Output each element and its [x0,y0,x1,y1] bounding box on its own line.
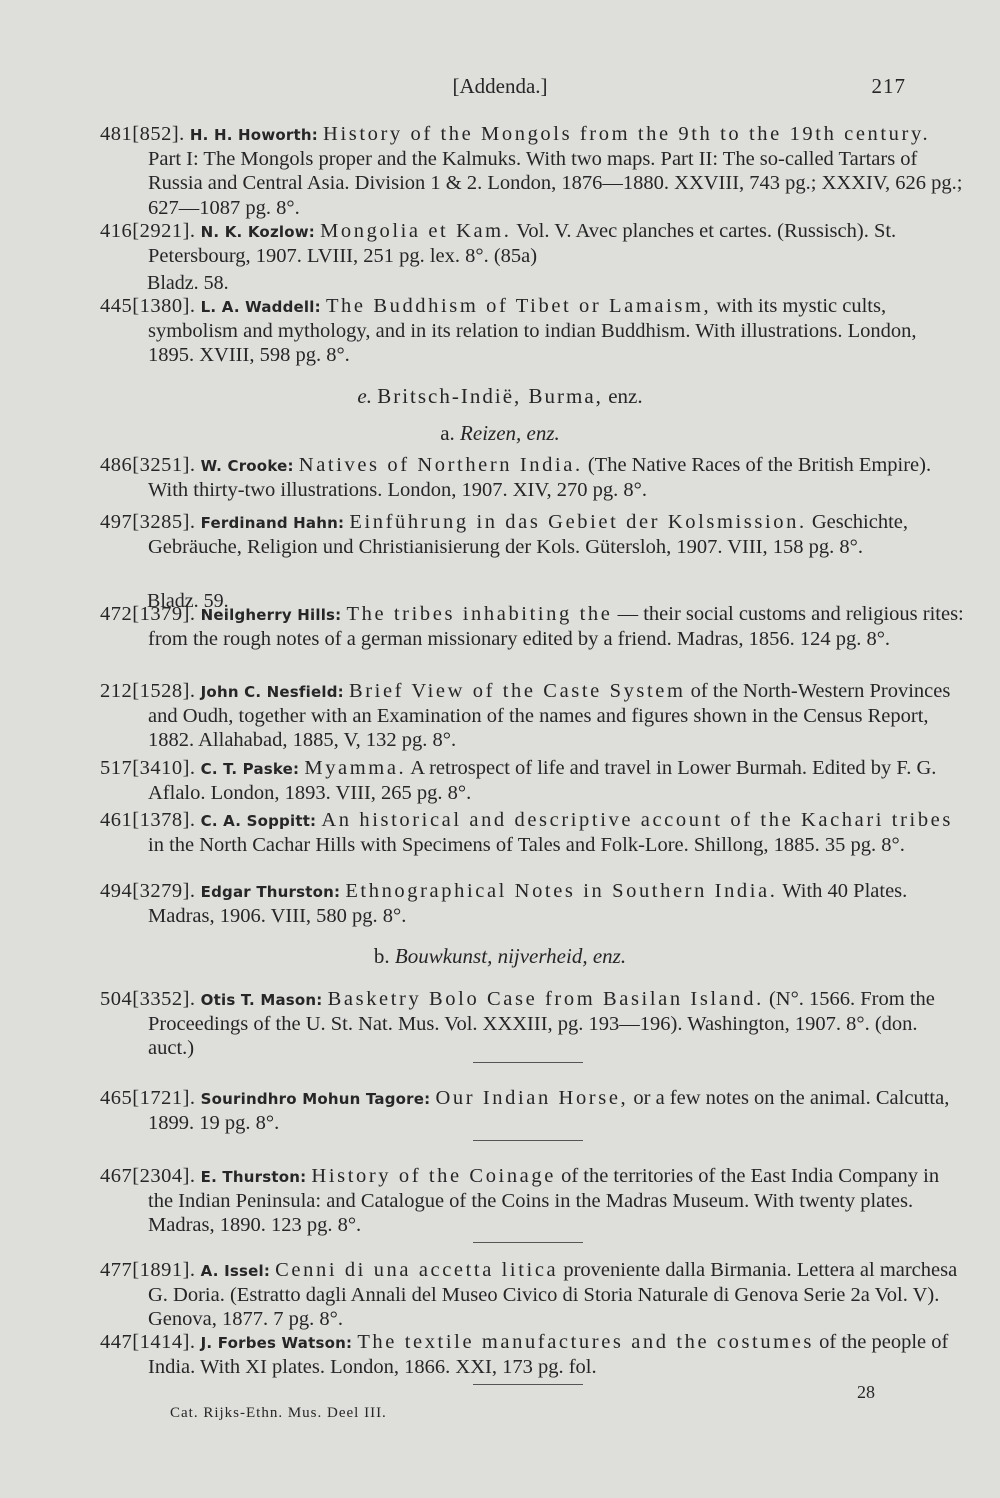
page-header [0,74,1000,104]
section-label: e. [357,384,372,408]
page-reference: Bladz. 59. [147,590,229,612]
entry-author: Edgar Thurston: [200,883,341,901]
entry-details: Geschichte, Gebräuche, Religion und Christianisierung der Kols. Gütersloh, 1907. VIII, 158 pg. 8°. [148,511,909,559]
entry-details: with its mystic cults, symbolism and mythology, and in its relation to indian Buddhism. With illustrations. London, 1895. XVIII, 598 pg. 8°. [148,295,917,367]
entry-number: 445[1380]. [100,295,196,317]
catalog-entry [100,1330,966,1379]
entry-details: or a few notes on the animal. Calcutta, 1899. 19 pg. 8°. [148,1087,950,1135]
entry-number: 486[3251]. [100,454,196,476]
entry-title: Ethnographical Notes in Southern India. [345,880,778,902]
entry-title: An historical and descriptive account of the Kachari tribes [321,809,953,831]
catalog-entry [100,219,966,268]
entry-author: L. A. Waddell: [200,298,321,316]
page-reference: Bladz. 58. [147,272,229,294]
separator-rule [473,1242,583,1243]
subsection-title: Bouwkunst, nijverheid, enz. [394,944,627,968]
entry-details: (N°. 1566. From the Proceedings of the U. St. Nat. Mus. Vol. XXXIII, pg. 193—196). Washington, 1907. 8°. (don. auct.) [148,988,935,1060]
entry-title: History of the Coinage [311,1165,556,1187]
entry-number: 465[1721]. [100,1087,196,1109]
entry-title: Natives of Northern India. [298,454,583,476]
entry-details: — their social customs and religious rites: from the rough notes of a german missionary edited by a friend. Madras, 1856. 124 pg. 8°. [148,603,964,651]
entry-details: proveniente dalla Birmania. Lettera al marchesa G. Doria. (Estratto dagli Annali del Museo Civico di Storia Naturale di Genova Serie 2a Vol. V). Genova, 1877. 7 pg. 8°. [148,1259,958,1331]
entry-number: 477[1891]. [100,1259,196,1281]
catalog-footer: Cat. Rijks-Ethn. Mus. Deel III. [170,1405,387,1421]
entry-details: of the territories of the East India Company in the Indian Peninsula: and Catalogue of the Coins in the Madras Museum. With twenty plates. Madras, 1890. 123 pg. 8°. [148,1165,940,1237]
entry-author: W. Crooke: [200,457,294,475]
catalog-entry [100,294,966,368]
separator-rule [473,1140,583,1141]
catalog-entry [100,602,966,651]
entry-details: Part I: The Mongols proper and the Kalmuks. With two maps. Part II: The so-called Tartars of Russia and Central Asia. Division 1 & 2. London, 1876—1880. XXVIII, 743 pg.; XXXIV, 626 pg.; 627—1087 pg. 8°. [148,148,963,219]
entry-author: C. A. Soppitt: [200,812,317,830]
entry-title: Einführung in das Gebiet der Kolsmission. [349,511,807,533]
entry-number: 467[2304]. [100,1165,196,1187]
entry-title: History of the Mongols from the 9th to the 19th century. [323,123,931,145]
entry-author: H. H. Howorth: [189,126,318,144]
entry-title: The Buddhism of Tibet or Lamaism, [325,295,712,317]
catalog-entry [100,679,966,753]
entry-title: Brief View of the Caste System [348,680,686,702]
entry-number: 447[1414]. [100,1331,196,1353]
catalog-entry [100,808,966,857]
entry-author: Sourindhro Mohun Tagore: [200,1090,431,1108]
entry-title: The textile manufactures and the costumes [357,1331,814,1353]
entry-number: 504[3352]. [100,988,196,1010]
entry-details: (The Native Races of the British Empire). With thirty-two illustrations. London, 1907. XIV, 270 pg. 8°. [148,454,932,502]
entry-details: A retrospect of life and travel in Lower Burmah. Edited by F. G. Aflalo. London, 1893. VIII, 265 pg. 8°. [148,757,937,805]
entry-number: 517[3410]. [100,757,196,779]
entry-author: E. Thurston: [200,1168,307,1186]
entry-title: Myamma. [304,757,407,779]
section-suffix: enz. [608,384,643,408]
running-title: [Addenda.] [452,74,548,98]
catalog-entry [100,1086,966,1135]
entry-author: C. T. Paske: [200,760,300,778]
catalog-entry [100,1258,966,1332]
signature-mark: 28 [857,1382,875,1402]
entry-number: 212[1528]. [100,680,196,702]
separator-rule [473,1384,583,1385]
catalog-entry [100,453,966,502]
subsection-label: a. [440,421,455,445]
entry-author: Ferdinand Hahn: [200,514,345,532]
catalog-entry [100,879,966,928]
entry-author: J. Forbes Watson: [200,1334,353,1352]
entry-number: 472[1379]. [100,603,196,625]
entry-details: in the North Cachar Hills with Specimens of Tales and Folk-Lore. Shillong, 1885. 35 pg. 8°. [148,834,905,857]
entry-title: Our Indian Horse, [435,1087,629,1109]
page-number: 217 [871,74,906,98]
entry-details: of the North-Western Provinces and Oudh, together with an Examination of the names and figures shown in the Census Report, 1882. Allahabad, 1885, V, 132 pg. 8°. [148,680,951,752]
subsection-label: b. [373,944,390,968]
subsection-heading-b [0,944,1000,969]
catalog-entry [100,987,966,1061]
subsection-title: Reizen, enz. [460,421,560,445]
entry-author: N. K. Kozlow: [200,223,315,241]
entry-number: 497[3285]. [100,511,196,533]
catalog-entry [100,1164,966,1238]
entry-title: Mongolia et Kam. [320,220,512,242]
entry-author: Otis T. Mason: [200,991,323,1009]
entry-number: 416[2921]. [100,220,196,242]
catalog-entry [100,510,966,559]
catalog-entry [100,756,966,805]
entry-author: Neilgherry Hills: [200,606,342,624]
subsection-heading-a [0,421,1000,446]
entry-details: With 40 Plates. Madras, 1906. VIII, 580 pg. 8°. [148,880,908,928]
section-heading-e [0,384,1000,409]
entry-title: Basketry Bolo Case from Basilan Island. [327,988,764,1010]
section-title: Britsch-Indië, Burma, [377,384,603,408]
entry-title: Cenni di una accetta litica [275,1259,559,1281]
entry-details: Vol. V. Avec planches et cartes. (Russisch). St. Petersbourg, 1907. LVIII, 251 pg. lex. 8°. (85a) [148,220,897,268]
entry-details: of the people of India. With XI plates. London, 1866. XXI, 173 pg. fol. [148,1331,949,1379]
catalog-entry [100,122,966,220]
entry-author: A. Issel: [200,1262,271,1280]
entry-number: 494[3279]. [100,880,196,902]
entry-title: The tribes inhabiting the [346,603,613,625]
entry-author: John C. Nesfield: [200,683,344,701]
separator-rule [473,1062,583,1063]
entry-number: 461[1378]. [100,809,196,831]
entry-number: 481[852]. [100,123,185,145]
